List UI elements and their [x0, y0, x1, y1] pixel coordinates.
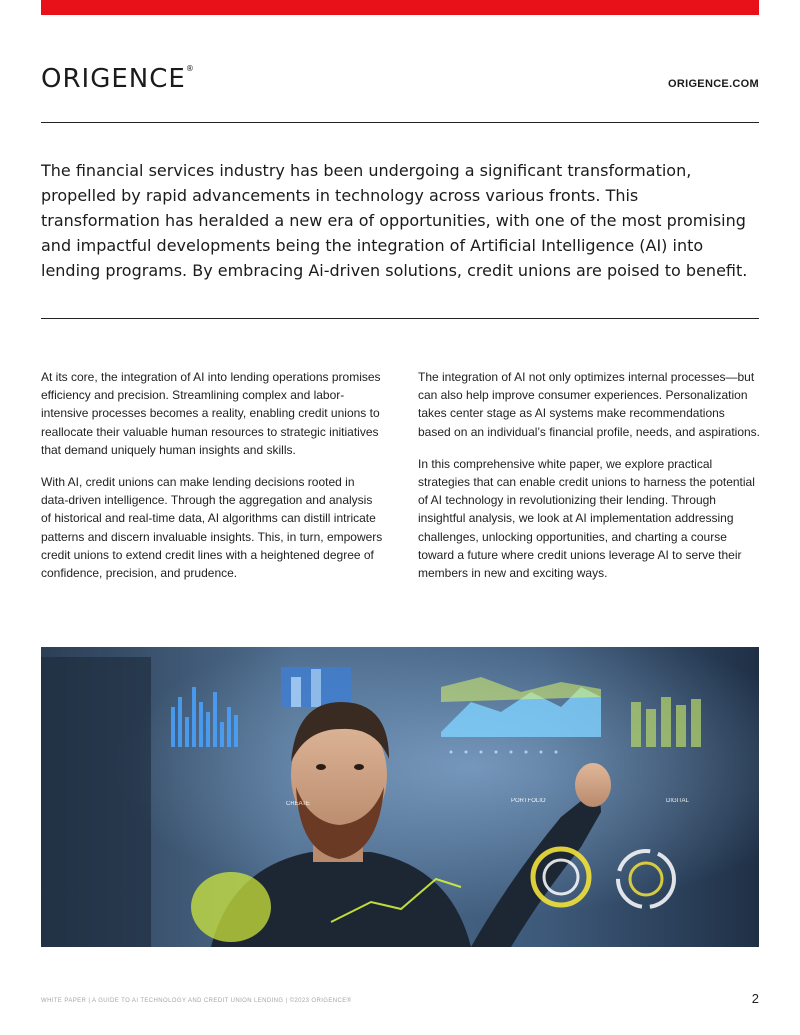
body-paragraph: In this comprehensive white paper, we explore practical strategies that can enable credit unions to harness the potential of AI technology in revolutionizing their lending. Through insightful analysis, we look at AI implementation addressing challenges, unlocking opportunities, and charting a course toward a future where credit unions leverage AI to serve their members in new and exciting ways.	[418, 456, 755, 581]
logo-text: ORIGENCE	[41, 64, 186, 94]
hero-illustration	[41, 647, 759, 947]
origence-logo	[41, 64, 195, 94]
header-divider	[41, 122, 759, 123]
page-number: 2	[751, 991, 759, 1006]
overlay-label: PORTFOLIO	[511, 798, 546, 804]
right-column	[418, 368, 760, 596]
intro-paragraph: The financial services industry has been undergoing a significant transformation, propelled by rapid advancements in technology across various fronts. This transformation has heralded a new era of opportunities, with one of the most promising and impactful developments being the integration of Artificial Intelligence (AI) into lending programs. By embracing Ai-driven solutions, credit unions are poised to benefit.	[41, 161, 748, 280]
left-column	[41, 368, 383, 596]
website-link[interactable]: ORIGENCE.COM	[668, 78, 759, 90]
body-paragraph: The integration of AI not only optimizes internal processes—but can also help improve consumer experiences. Personalization takes center stage as AI systems make recommendations based on an individual’s financial profile, needs, and aspirations.	[418, 370, 761, 439]
body-paragraph: At its core, the integration of AI into lending operations promises efficiency and precision. Streamlining complex and labor-intensive processes becomes a reality, enabling credit unions to reallocate their valuable human resources to strategic initiatives that demand uniquely human insights and skills.	[41, 370, 381, 457]
hero-image	[41, 647, 759, 947]
body-paragraph: With AI, credit unions can make lending decisions rooted in data-driven intelligence. Through the aggregation and analysis of historical and real-time data, AI algorithms can distill intricate patterns and discern invaluable insights. This, in turn, empowers credit unions to extend credit lines with a heightened degree of confidence, precision, and prudence.	[41, 475, 383, 581]
overlay-label: DIGITAL	[666, 798, 689, 804]
logo-registered-mark: ®	[185, 64, 195, 73]
top-accent-bar	[41, 0, 759, 15]
intro-divider	[41, 318, 759, 319]
overlay-label: CREATE	[286, 801, 310, 807]
footer-note: WHITE PAPER | A GUIDE TO AI TECHNOLOGY AND CREDIT UNION LENDING | ©2023 ORIGENCE®	[41, 998, 352, 1004]
